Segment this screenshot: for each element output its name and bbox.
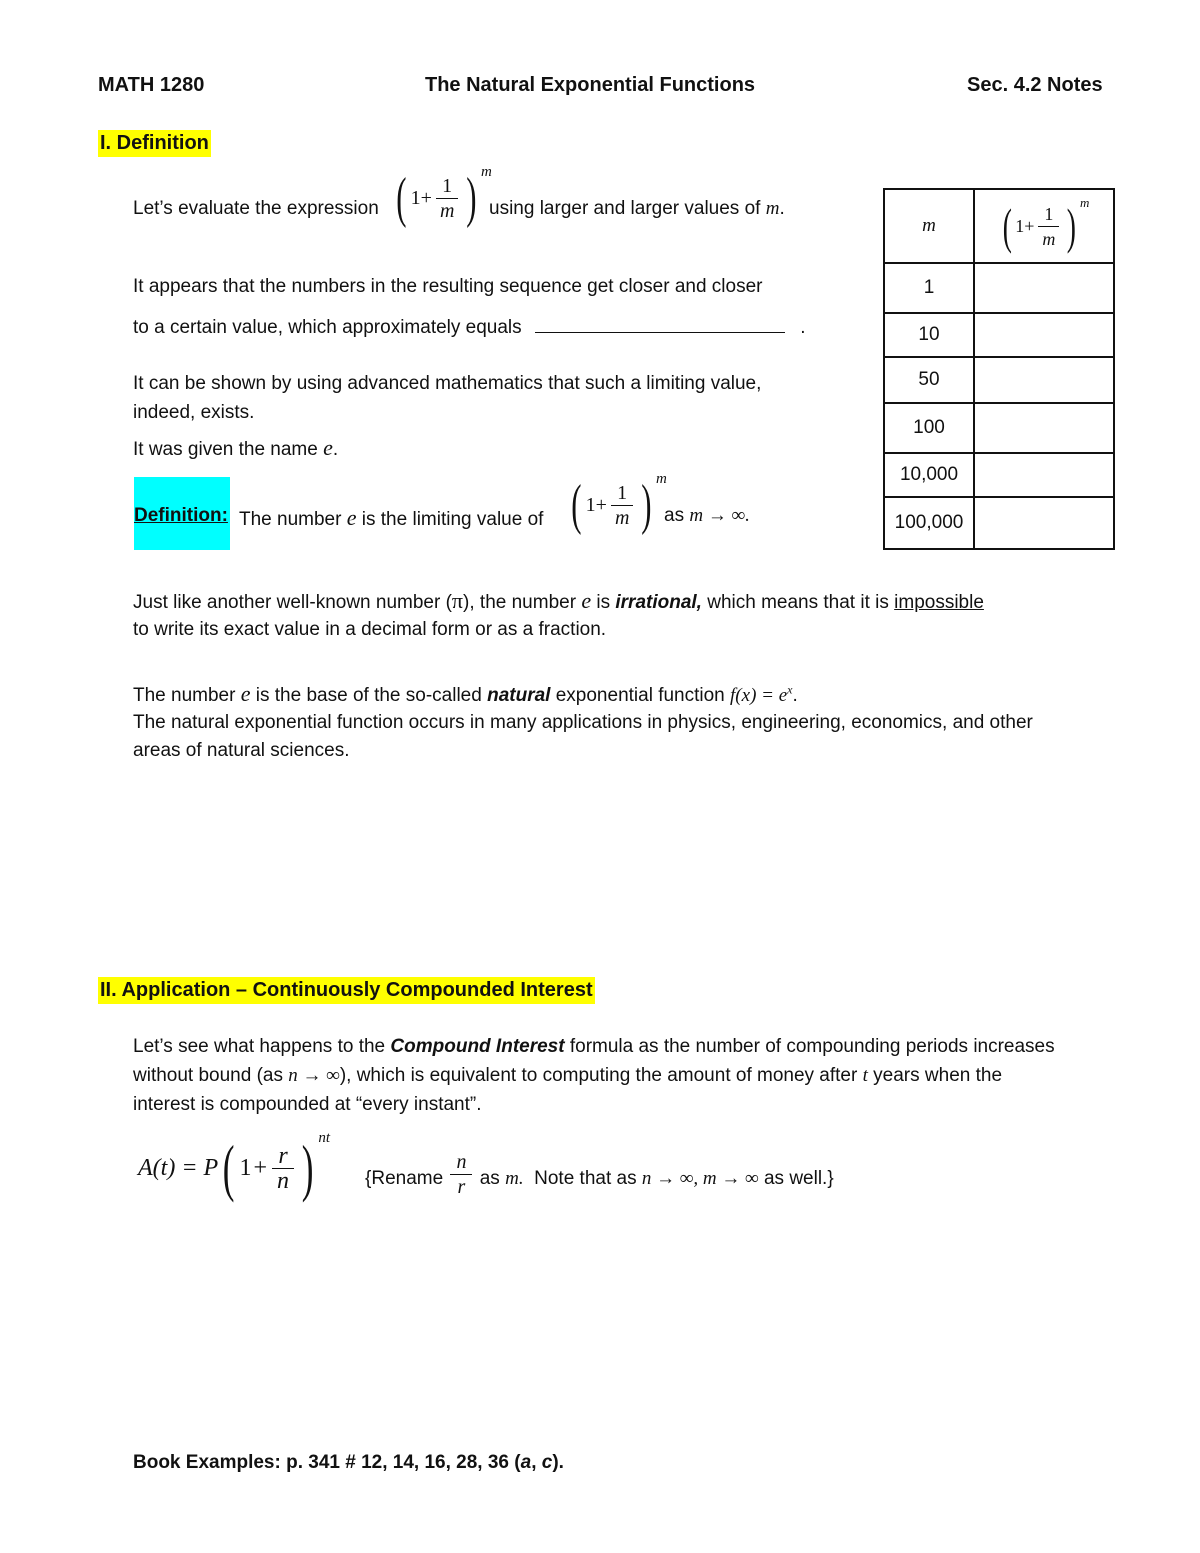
table-header-expression: ( 1 + $\frac{1}{m}$ ) m: [974, 189, 1114, 263]
applications-line2: areas of natural sciences.: [133, 740, 350, 761]
section2-heading: II. Application – Continuously Compounded Interest: [98, 977, 595, 1004]
table-blank-cell: [974, 313, 1114, 357]
table-blank-cell: [974, 403, 1114, 453]
definition-limit: as m → ∞.: [664, 505, 750, 526]
compound-formula: A(t) = P ( 1 + $\frac{r}{n}$ ) nt: [138, 1130, 331, 1203]
applications-line1: The natural exponential function occurs in many applications in physics, engineering, economics, and other: [133, 712, 1033, 733]
table-row: 1: [884, 263, 1114, 313]
compound-line3: interest is compounded at “every instant”.: [133, 1094, 482, 1115]
evaluate-outro: using larger and larger values of m.: [489, 198, 785, 219]
table-row: 50: [884, 357, 1114, 403]
definition-label: Definition:: [134, 505, 228, 526]
table-blank-cell: [974, 497, 1114, 549]
irrational-line2: to write its exact value in a decimal form or as a fraction.: [133, 619, 607, 640]
page-title: The Natural Exponential Functions: [425, 74, 756, 96]
base-line: The number e is the base of the so-called natural exponential function $f(x) = e^x$.: [133, 681, 798, 706]
appears-line2: to a certain value, which approximately equals .: [133, 317, 806, 338]
section-label: Sec. 4.2 Notes: [967, 74, 1103, 96]
appears-line1: It appears that the numbers in the resulting sequence get closer and closer: [133, 276, 763, 297]
evaluate-intro: Let’s evaluate the expression: [133, 198, 379, 219]
definition-text: The number e is the limiting value of: [239, 505, 544, 530]
table-blank-cell: [974, 453, 1114, 497]
section1-heading: I. Definition: [98, 130, 211, 157]
values-table: [883, 188, 1115, 550]
course-code: MATH 1280: [98, 74, 205, 96]
expression-definition: ( 1 + $\frac{1}{m}$ ) m: [571, 471, 667, 536]
answer-blank: [535, 316, 785, 333]
compound-line1: Let’s see what happens to the Compound Interest formula as the number of compounding periods increases: [133, 1036, 1055, 1057]
irrational-line1: Just like another well-known number (π), the number e is irrational, which means that it is impossible: [133, 588, 984, 613]
book-examples: Book Examples: p. 341 # 12, 14, 16, 28, 36 (a, c).: [133, 1452, 564, 1473]
table-blank-cell: [974, 357, 1114, 403]
table-row: 100,000: [884, 497, 1114, 549]
table-row: 100: [884, 403, 1114, 453]
table-row: 10: [884, 313, 1114, 357]
named-line: It was given the name e.: [133, 435, 339, 460]
table-header-m: m: [884, 189, 974, 263]
shown-line1: It can be shown by using advanced mathematics that such a limiting value,: [133, 373, 762, 394]
table-row: 10,000: [884, 453, 1114, 497]
shown-line2: indeed, exists.: [133, 402, 255, 423]
expression-eval: ( 1 + $\frac{1}{m}$ ) m: [396, 164, 492, 229]
table-blank-cell: [974, 263, 1114, 313]
compound-line2: without bound (as n → ∞), which is equivalent to computing the amount of money after t years when the: [133, 1065, 1003, 1086]
rename-note: {Rename $\frac{n}{r}$ as m. Note that as n → ∞, m → ∞ as well.}: [365, 1151, 834, 1198]
